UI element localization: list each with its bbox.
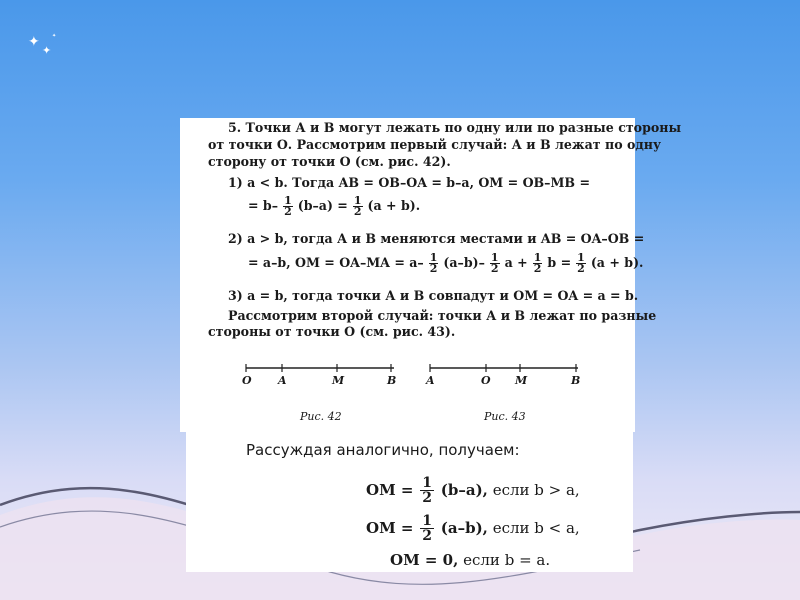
case2-line-2: = a–b, OM = OA–MA = a– $\frac{1}{2}$ (a–b)– $\frac{1}{2}$ a + $\frac{1}{2}$ b = $\frac{1}{2}$ (a + b). — [248, 251, 644, 275]
second-case-line-2: стороны от точки О (см. рис. 43). — [208, 324, 456, 339]
fraction-half: $\frac{1}{2}$ — [422, 513, 432, 544]
fraction-half: $\frac{1}{2}$ — [577, 251, 585, 275]
fig43-point-label: B — [571, 374, 581, 387]
fraction-half: $\frac{1}{2}$ — [284, 194, 292, 218]
fig43-caption: Рис. 43 — [484, 410, 526, 423]
formula-b-less-a: OM = $\frac{1}{2}$ (a–b), если b < a, — [366, 513, 580, 544]
fig43-point-label: A — [426, 374, 435, 387]
fraction-half: $\frac{1}{2}$ — [533, 251, 542, 275]
fig42-caption: Рис. 42 — [300, 410, 342, 423]
problem-line-2: от точки О. Рассмотрим первый случай: А и В лежат по одну — [208, 137, 662, 152]
formula-b-equal-a: OM = 0, если b = a. — [390, 551, 551, 569]
fig42-point-label: O — [242, 374, 252, 387]
case3-line: 3) a = b, тогда точки А и В совпадут и OM = OA = a = b. — [228, 288, 639, 303]
fraction-half: $\frac{1}{2}$ — [429, 251, 438, 275]
fraction-half: $\frac{1}{2}$ — [422, 475, 432, 506]
sparkle-icon: ✦ — [42, 44, 52, 57]
figure-43-line — [430, 364, 578, 372]
formula-b-greater-a: OM = $\frac{1}{2}$ (b–a), если b > a, — [366, 475, 580, 506]
fig43-point-label: M — [515, 374, 528, 387]
fraction-half: $\frac{1}{2}$ — [490, 251, 499, 275]
summary-panel — [186, 432, 633, 572]
sparkle-icon: ✦ — [52, 33, 57, 39]
problem-line-1: 5. Точки А и В могут лежать по одну или по разные стороны — [228, 120, 682, 135]
summary-intro: Рассуждая аналогично, получаем: — [246, 441, 520, 459]
case1-line-1: 1) a < b. Тогда AB = OB–OA = b–a, OM = OB–MB = — [228, 175, 590, 190]
fraction-half: $\frac{1}{2}$ — [353, 194, 362, 218]
textbook-excerpt — [180, 118, 682, 432]
figure-42-line — [246, 364, 394, 372]
fig42-point-label: M — [332, 374, 345, 387]
fig43-point-label: O — [481, 374, 491, 387]
sparkle-icon: ✦ — [28, 34, 40, 50]
case2-line-1: 2) a > b, тогда А и В меняются местами и AB = OA–OB = — [228, 231, 645, 246]
problem-line-3: сторону от точки О (см. рис. 42). — [208, 154, 451, 169]
second-case-line-1: Рассмотрим второй случай: точки А и В лежат по разные — [228, 308, 657, 323]
fig42-point-label: A — [278, 374, 287, 387]
fig42-point-label: B — [387, 374, 397, 387]
case1-line-2: = b– $\frac{1}{2}$ (b–a) = $\frac{1}{2}$ (a + b). — [248, 194, 421, 218]
